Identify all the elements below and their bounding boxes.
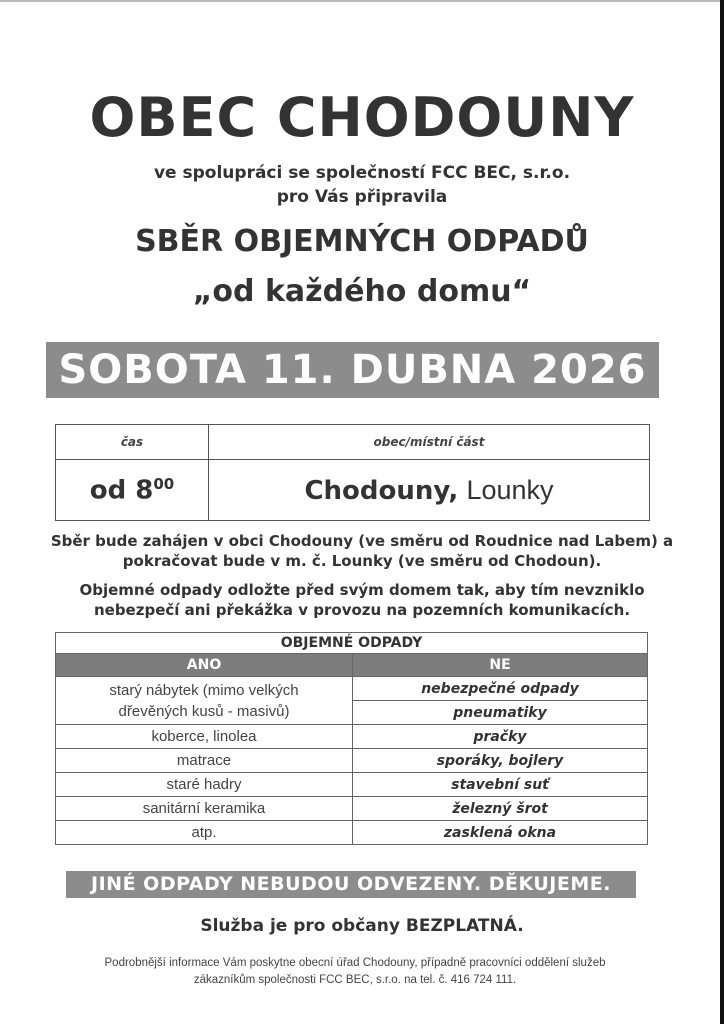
waste-col-no: NE xyxy=(353,654,648,677)
waste-no-item: zasklená okna xyxy=(353,821,648,845)
route-line-2: pokračovat bude v m. č. Lounky (ve směru od Chodoun). xyxy=(122,552,602,570)
contact-info xyxy=(40,955,670,989)
schedule-time xyxy=(56,460,209,521)
info-paragraph-route xyxy=(12,531,712,571)
subtitle-line-2: pro Vás připravila xyxy=(276,187,448,207)
free-service-note: Služba je pro občany BEZPLATNÁ. xyxy=(200,916,524,936)
schedule-place-main: Chodouny, xyxy=(304,475,459,506)
scan-top-edge xyxy=(0,0,724,2)
waste-yes-item xyxy=(56,677,353,725)
placement-line-1: Objemné odpady odložte před svým domem tak, aby tím nevzniklo xyxy=(79,581,645,599)
schedule-time-minutes: 00 xyxy=(153,474,175,493)
waste-no-item: pneumatiky xyxy=(353,701,648,725)
route-line-1: Sběr bude zahájen v obci Chodouny (ve směru od Roudnice nad Labem) a xyxy=(50,532,674,550)
waste-no-item: nebezpečné odpady xyxy=(353,677,648,701)
waste-table xyxy=(55,632,648,845)
bottom-banner: JINÉ ODPADY NEBUDOU ODVEZENY. DĚKUJEME. xyxy=(66,871,636,898)
waste-yes-item: staré hadry xyxy=(56,773,353,797)
schedule-table xyxy=(55,424,650,521)
schedule-header-time: čas xyxy=(56,425,209,460)
waste-yes-item: sanitární keramika xyxy=(56,797,353,821)
headline-line-1: SBĚR OBJEMNÝCH ODPADŮ xyxy=(135,224,589,259)
waste-no-item: stavební suť xyxy=(353,773,648,797)
waste-no-item: sporáky, bojlery xyxy=(353,749,648,773)
waste-table-title: OBJEMNÉ ODPADY xyxy=(56,633,648,654)
waste-yes-furniture-line-2: dřevěných kusů - masivů) xyxy=(118,702,290,720)
waste-yes-item: koberce, linolea xyxy=(56,725,353,749)
headline-line-2: „od každého domu“ xyxy=(192,274,532,309)
waste-col-yes: ANO xyxy=(56,654,353,677)
page-title: OBEC CHODOUNY xyxy=(89,86,635,149)
schedule-header-place: obec/místní část xyxy=(209,425,650,460)
waste-yes-item: matrace xyxy=(56,749,353,773)
waste-yes-furniture-line-1: starý nábytek (mimo velkých xyxy=(109,681,299,699)
schedule-time-prefix: od 8 xyxy=(89,475,154,506)
scan-right-edge xyxy=(720,0,724,1024)
info-paragraph-placement xyxy=(12,580,712,620)
date-banner: SOBOTA 11. DUBNA 2026 xyxy=(46,342,659,398)
contact-info-line-1: Podrobnější informace Vám poskytne obecní úřad Chodouny, případně pracovníci oddělení služeb xyxy=(104,957,606,969)
waste-no-item: železný šrot xyxy=(353,797,648,821)
subtitle-line-1: ve spolupráci se společností FCC BEC, s.r.o. xyxy=(153,163,571,183)
schedule-place-sub: Lounky xyxy=(466,474,554,505)
waste-yes-item: atp. xyxy=(56,821,353,845)
schedule-place xyxy=(209,460,650,521)
placement-line-2: nebezpečí ani překážka v provozu na pozemních komunikacích. xyxy=(93,601,631,619)
waste-no-item: pračky xyxy=(353,725,648,749)
contact-info-line-2: zákazníkům společnosti FCC BEC, s.r.o. na tel. č. 416 724 111. xyxy=(193,974,517,986)
